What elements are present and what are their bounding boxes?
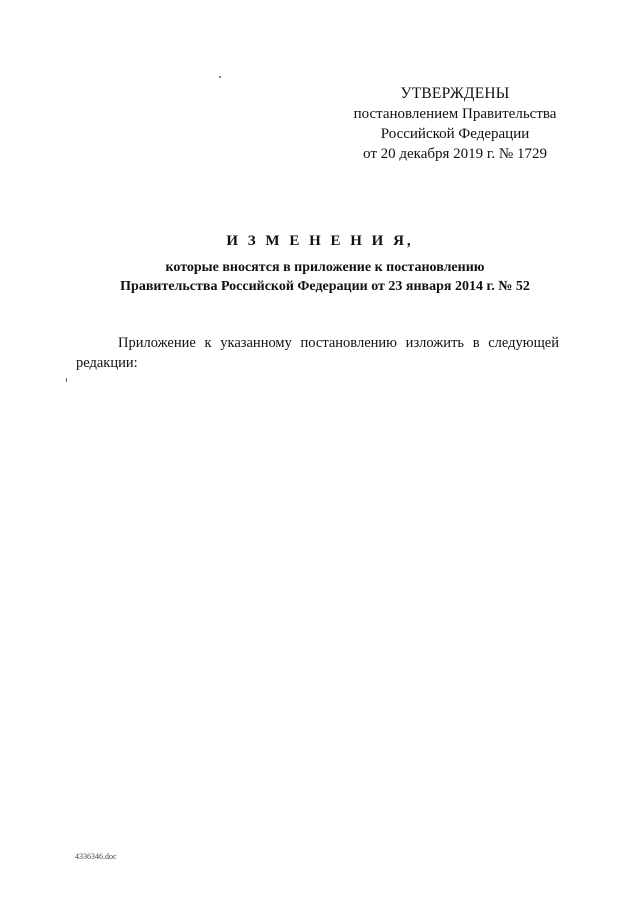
approval-line: постановлением Правительства [353,106,557,122]
scan-speck [219,76,221,78]
body-paragraph: Приложение к указанному постановлению изложить в следующей редакции: [76,335,559,371]
footer-file-name: 4336346.doc [75,852,117,861]
approval-line: Российской Федерации [380,126,530,142]
subtitle-line: которые вносятся в приложение к постановлению [165,260,485,275]
document-title: И З М Е Н Е Н И Я, [226,233,414,249]
approval-line: от 20 декабря 2019 г. № 1729 [363,146,547,162]
approval-stamp [330,84,580,164]
scan-speck [66,378,67,382]
subtitle-line: Правительства Российской Федерации от 23 января 2014 г. № 52 [120,279,530,294]
document-subtitle [60,258,590,296]
approval-heading: УТВЕРЖДЕНЫ [400,85,510,102]
